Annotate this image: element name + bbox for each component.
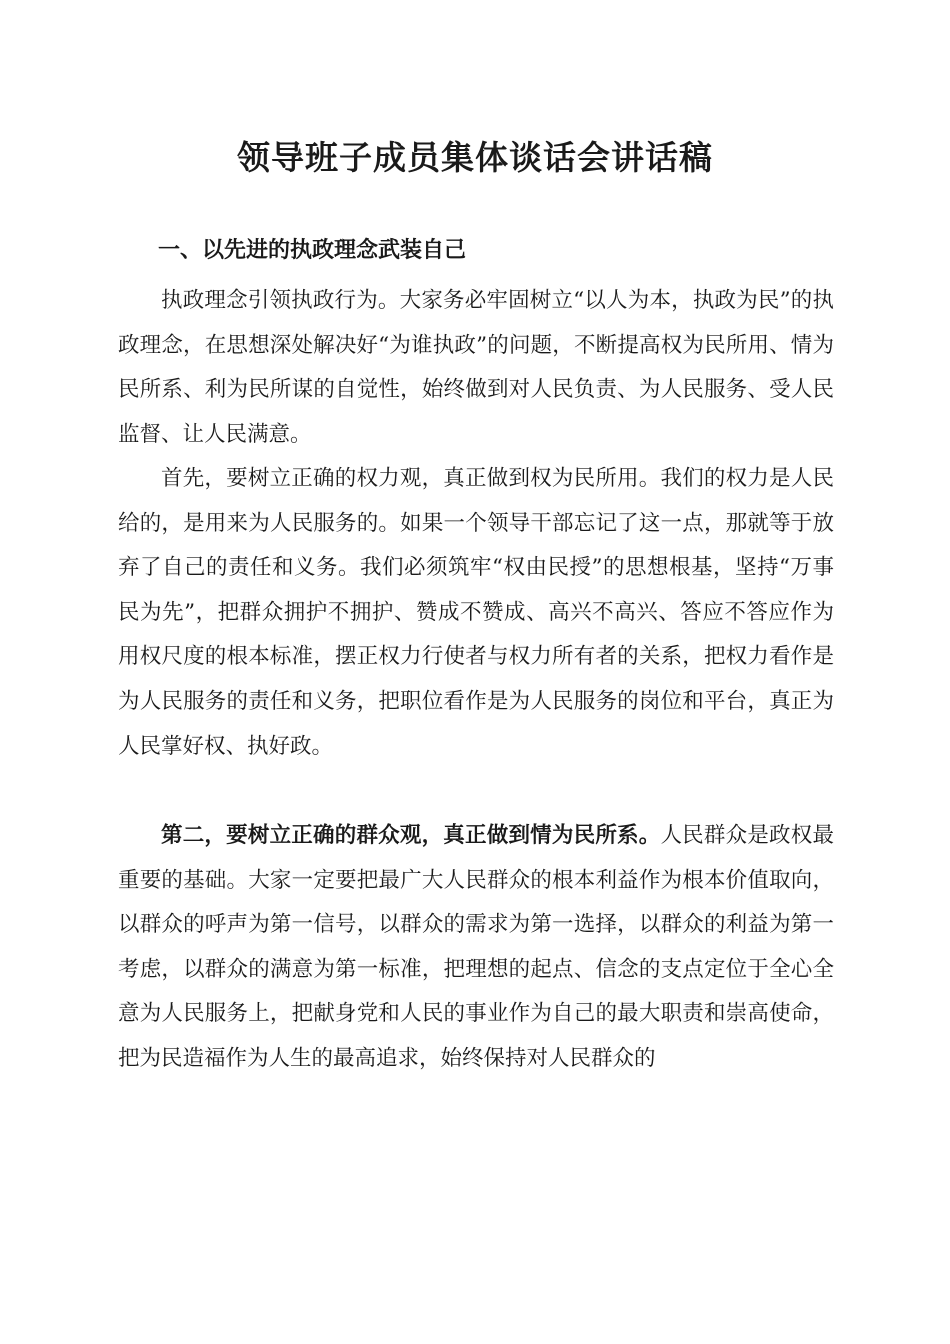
paragraph-3-body: 人民群众是政权最重要的基础。大家一定要把最广大人民群众的根本利益作为根本价值取向，以群众的呼声为第一信号，以群众的需求为第一选择，以群众的利益为第一考虑，以群众的满意为第一标准，把理想的起点、信念的支点定位于全心全意为人民服务上，把献身党和人民的事业作为自己的最大职责和崇高使命，把为民造福作为人生的最高追求，始终保持对人民群众的 xyxy=(118,823,834,1071)
section-heading: 一、以先进的执政理念武装自己 xyxy=(158,238,467,263)
paragraph-1: 执政理念引领执政行为。大家务必牢固树立“以人为本，执政为民”的执政理念，在思想深处解决好“为谁执政”的问题，不断提高权为民所用、情为民所系、利为民所谋的自觉性，始终做到对人民负责、为人民服务、受人民监督、让人民满意。 xyxy=(118,288,834,447)
document-title: 领导班子成员集体谈话会讲话稿 xyxy=(237,138,713,177)
paragraph-2: 首先，要树立正确的权力观，真正做到权为民所用。我们的权力是人民给的，是用来为人民服务的。如果一个领导干部忘记了这一点，那就等于放弃了自己的责任和义务。我们必须筑牢“权由民授”的思想根基，坚持“万事民为先”，把群众拥护不拥护、赞成不赞成、高兴不高兴、答应不答应作为用权尺度的根本标准，摆正权力行使者与权力所有者的关系，把权力看作是为人民服务的责任和义务，把职位看作是为人民服务的岗位和平台，真正为人民掌好权、执好政。 xyxy=(118,466,834,759)
paragraph-3 xyxy=(118,814,834,1082)
paragraph-3-lead: 第二，要树立正确的群众观，真正做到情为民所系。 xyxy=(161,823,661,848)
